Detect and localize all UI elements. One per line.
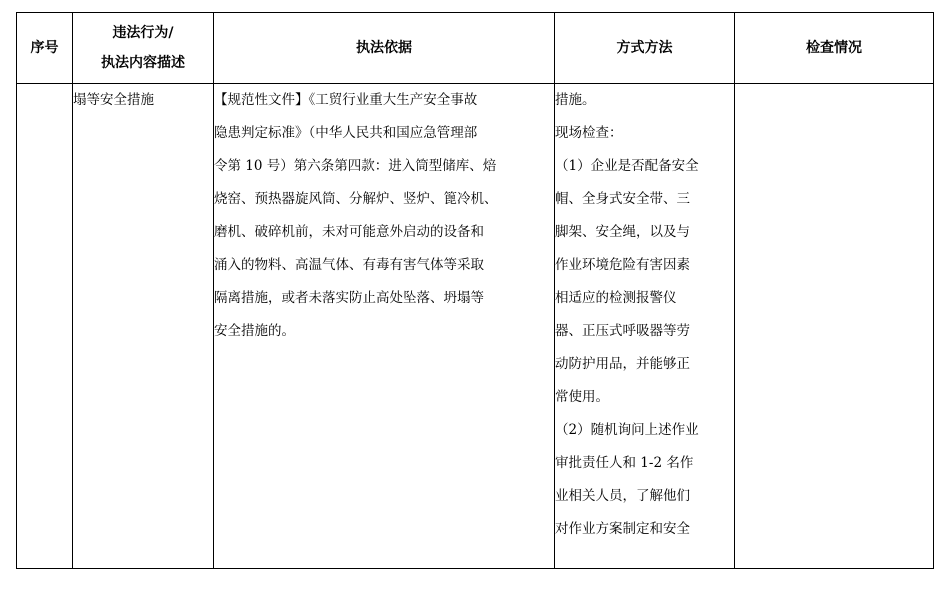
legal-line: 涌入的物料、高温气体、有毒有害气体等采取 [214, 257, 484, 273]
header-method: 方式方法 [555, 13, 735, 84]
table-row [17, 84, 934, 569]
enforcement-table [16, 12, 934, 569]
method-line: 业相关人员，了解他们 [555, 488, 690, 504]
legal-line: 隔离措施，或者未落实防止高处坠落、坍塌等 [214, 290, 484, 306]
cell-method [555, 84, 735, 569]
legal-line: 烧窑、预热器旋风筒、分解炉、竖炉、篦冷机、 [214, 191, 498, 207]
method-line: 对作业方案制定和安全 [555, 521, 690, 537]
legal-line: 磨机、破碎机前，未对可能意外启动的设备和 [214, 224, 484, 240]
table-header-row [17, 13, 934, 84]
header-inspection-status: 检查情况 [735, 13, 934, 84]
method-line: 作业环境危险有害因素 [555, 257, 690, 273]
method-line: （1）企业是否配备安全 [555, 158, 699, 174]
method-line: 器、正压式呼吸器等劳 [555, 323, 690, 339]
violation-text: 塌等安全措施 [73, 92, 154, 108]
legal-line: 隐患判定标准》（中华人民共和国应急管理部 [214, 125, 478, 141]
method-line: 帽、全身式安全带、三 [555, 191, 690, 207]
legal-line: 令第 10 号）第六条第四款：进入筒型储库、焙 [214, 158, 497, 174]
method-line: 动防护用品，并能够正 [555, 356, 690, 372]
legal-line: 安全措施的。 [214, 323, 295, 339]
header-serial-number: 序号 [17, 13, 73, 84]
header-violation-line2: 执法内容描述 [101, 55, 185, 71]
cell-serial-number [17, 84, 73, 569]
method-line: 脚架、安全绳，以及与 [555, 224, 690, 240]
header-violation-description [73, 13, 214, 84]
method-line: 审批责任人和 1-2 名作 [555, 455, 694, 471]
method-line: 现场检查： [555, 125, 623, 141]
header-legal-basis: 执法依据 [214, 13, 555, 84]
legal-line: 【规范性文件】《工贸行业重大生产安全事故 [214, 92, 478, 108]
cell-inspection-status [735, 84, 934, 569]
cell-legal-basis [214, 84, 555, 569]
method-line: 相适应的检测报警仪 [555, 290, 677, 306]
method-line: 措施。 [555, 92, 596, 108]
method-line: （2）随机询问上述作业 [555, 422, 699, 438]
header-violation-line1: 违法行为/ [112, 25, 174, 41]
cell-violation-description [73, 84, 214, 569]
method-line: 常使用。 [555, 389, 609, 405]
